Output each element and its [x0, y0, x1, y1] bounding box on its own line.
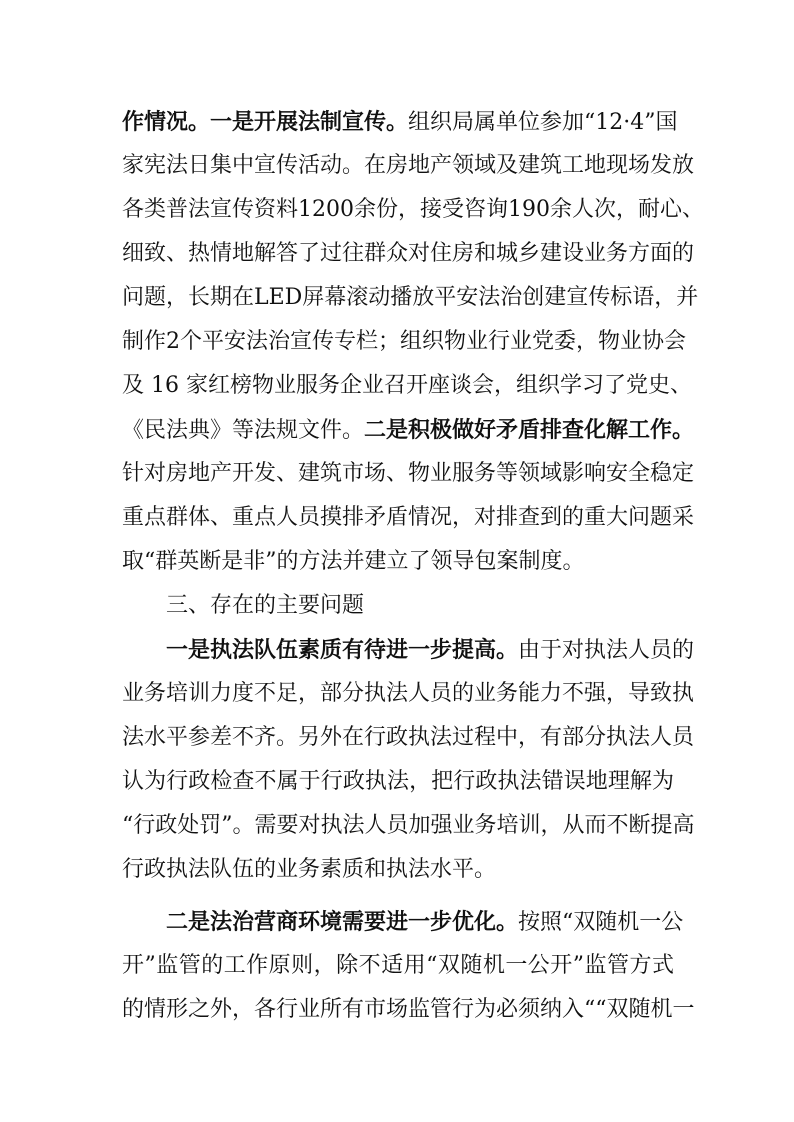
paragraph-line: 行政执法队伍的业务素质和执法水平。: [122, 857, 497, 882]
paragraph-line: 细致、热情地解答了过往群众对住房和城乡建设业务方面的: [122, 241, 695, 266]
section-heading: 三、存在的主要问题: [166, 593, 365, 618]
paragraph-line: 制作2个平安法治宣传专栏；组织物业行业党委，物业协会: [122, 329, 686, 354]
paragraph-line: 取“群英断是非”的方法并建立了领导包案制度。: [122, 549, 585, 574]
paragraph-line: 针对房地产开发、建筑市场、物业服务等领域影响安全稳定: [122, 461, 695, 486]
paragraph-line: [122, 102, 678, 142]
bold-phrase: 二是法治营商环境需要进一步优化。: [166, 909, 519, 935]
bold-phrase: 一是执法队伍素质有待进一步提高。: [166, 637, 519, 663]
paragraph-line: [166, 630, 695, 670]
bold-phrase: 作情况。: [122, 109, 211, 135]
paragraph-line: 认为行政检查不属于行政执法，把行政执法错误地理解为: [122, 769, 674, 794]
paragraph-line: 开”监管的工作原则，除不适用“双随机一公开”监管方式: [122, 953, 674, 978]
paragraph-line: 业务培训力度不足，部分执法人员的业务能力不强，导致执: [122, 681, 695, 706]
body-text: 《民法典》等法规文件。: [122, 418, 365, 443]
paragraph-line: 法水平参差不齐。另外在行政执法过程中，有部分执法人员: [122, 725, 695, 750]
paragraph-line: 重点群体、重点人员摸排矛盾情况，对排查到的重大问题采: [122, 505, 695, 530]
paragraph-line: “行政处罚”。需要对执法人员加强业务培训，从而不断提高: [122, 813, 695, 838]
paragraph-line: 的情形之外，各行业所有市场监管行为必须纳入““双随机一: [122, 997, 695, 1022]
body-text: 由于对执法人员的: [518, 638, 695, 663]
bold-phrase: 二是积极做好矛盾排查化解工作。: [364, 417, 695, 443]
paragraph-line: [122, 410, 695, 450]
bold-phrase: 一是开展法制宣传。: [210, 109, 409, 135]
paragraph-line: 各类普法宣传资料1200余份，接受咨询190余人次，耐心、: [122, 197, 704, 222]
paragraph-line: [166, 902, 684, 942]
paragraph-line: 问题，长期在LED屏幕滚动播放平安法治创建宣传标语，并: [122, 285, 699, 310]
paragraph-line: 及 16 家红榜物业服务企业召开座谈会，组织学习了党史、: [122, 373, 692, 398]
body-text: 按照“双随机一公: [518, 910, 684, 935]
body-text: 组织局属单位参加“12·4”国: [408, 110, 678, 135]
paragraph-line: 家宪法日集中宣传活动。在房地产领域及建筑工地现场发放: [122, 153, 695, 178]
